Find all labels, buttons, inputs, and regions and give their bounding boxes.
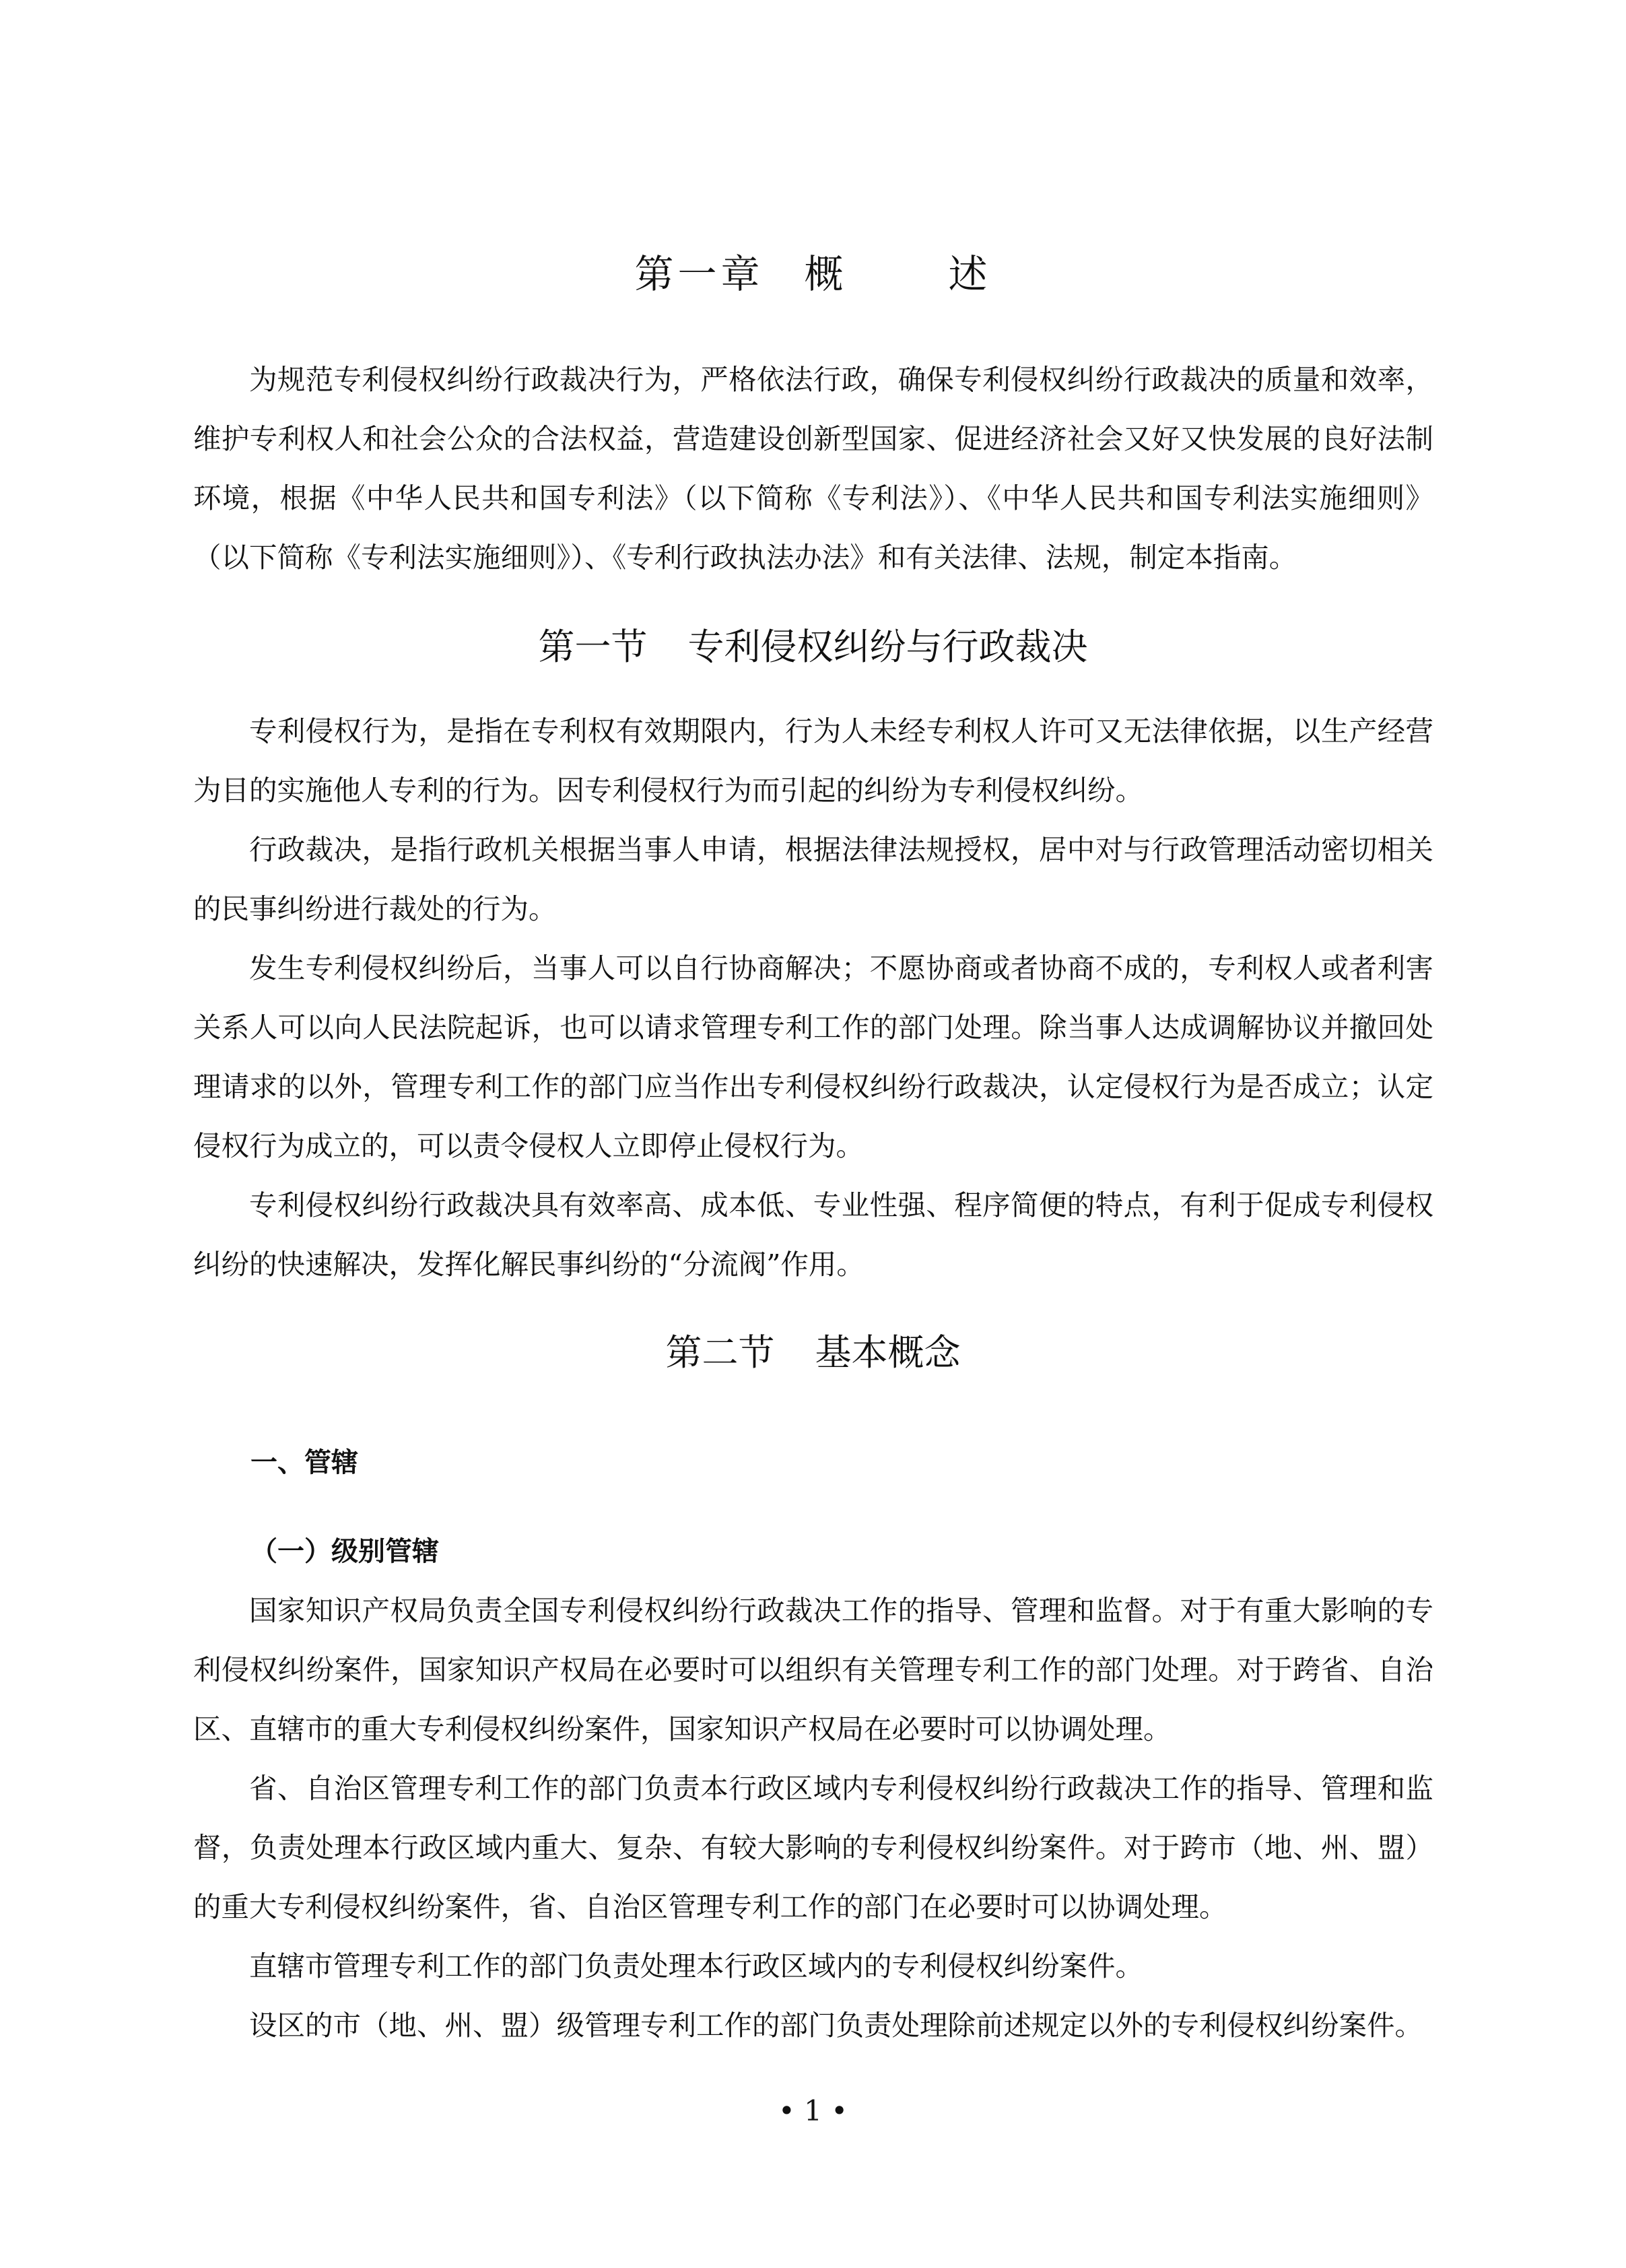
section-2-number: 第二节 — [665, 1331, 775, 1374]
section-1-paragraph-1: 专利侵权行为，是指在专利权有效期限内，行为人未经专利权人许可又无法律依据，以生产经营为目的实施他人专利的行为。因专利侵权行为而引起的纠纷为专利侵权纠纷。 — [193, 714, 1433, 807]
page-number: • 1 • — [778, 2094, 848, 2127]
section-2-heading — [0, 1324, 1626, 1376]
section-2-paragraph-4: 设区的市（地、州、盟）级管理专利工作的部门负责处理除前述规定以外的专利侵权纠纷案件。 — [249, 2009, 1423, 2042]
chapter-title-b: 述 — [948, 251, 992, 297]
section-1-title: 专利侵权纠纷与行政裁决 — [687, 626, 1088, 668]
section-2-paragraph-1: 国家知识产权局负责全国专利侵权纠纷行政裁决工作的指导、管理和监督。对于有重大影响的专利侵权纠纷案件，国家知识产权局在必要时可以组织有关管理专利工作的部门处理。对于跨省、自治区、直辖市的重大专利侵权纠纷案件，国家知识产权局在必要时可以协调处理。 — [193, 1594, 1433, 1745]
chapter-number: 第一章 — [634, 251, 764, 297]
subheading-level-jurisdiction: （一）级别管辖 — [250, 1536, 439, 1567]
chapter-title-a: 概 — [804, 251, 848, 297]
subheading-jurisdiction: 一、管辖 — [250, 1447, 358, 1478]
section-1-number: 第一节 — [538, 626, 648, 668]
section-1-heading — [0, 618, 1626, 670]
section-2-paragraph-2: 省、自治区管理专利工作的部门负责本行政区域内专利侵权纠纷行政裁决工作的指导、管理和监督，负责处理本行政区域内重大、复杂、有较大影响的专利侵权纠纷案件。对于跨市（地、州、盟）的重大专利侵权纠纷案件，省、自治区管理专利工作的部门在必要时可以协调处理。 — [193, 1772, 1433, 1923]
section-2-title: 基本概念 — [815, 1331, 961, 1374]
section-1-paragraph-3: 发生专利侵权纠纷后，当事人可以自行协商解决；不愿协商或者协商不成的，专利权人或者利害关系人可以向人民法院起诉，也可以请求管理专利工作的部门处理。除当事人达成调解协议并撤回处理请求的以外，管理专利工作的部门应当作出专利侵权纠纷行政裁决，认定侵权行为是否成立；认定侵权行为成立的，可以责令侵权人立即停止侵权行为。 — [193, 952, 1433, 1162]
chapter-heading — [0, 242, 1626, 299]
section-2-paragraph-3: 直辖市管理专利工作的部门负责处理本行政区域内的专利侵权纠纷案件。 — [249, 1949, 1144, 1982]
intro-paragraph: 为规范专利侵权纠纷行政裁决行为，严格依法行政，确保专利侵权纠纷行政裁决的质量和效率，维护专利权人和社会公众的合法权益，营造建设创新型国家、促进经济社会又好又快发展的良好法制环境，根据《中华人民共和国专利法》（以下简称《专利法》）、《中华人民共和国专利法实施细则》（以下简称《专利法实施细则》）、《专利行政执法办法》和有关法律、法规，制定本指南。 — [193, 363, 1433, 574]
section-1-paragraph-4: 专利侵权纠纷行政裁决具有效率高、成本低、专业性强、程序简便的特点，有利于促成专利侵权纠纷的快速解决，发挥化解民事纠纷的“分流阀”作用。 — [193, 1189, 1433, 1281]
section-1-paragraph-2: 行政裁决，是指行政机关根据当事人申请，根据法律法规授权，居中对与行政管理活动密切相关的民事纠纷进行裁处的行为。 — [193, 833, 1433, 925]
